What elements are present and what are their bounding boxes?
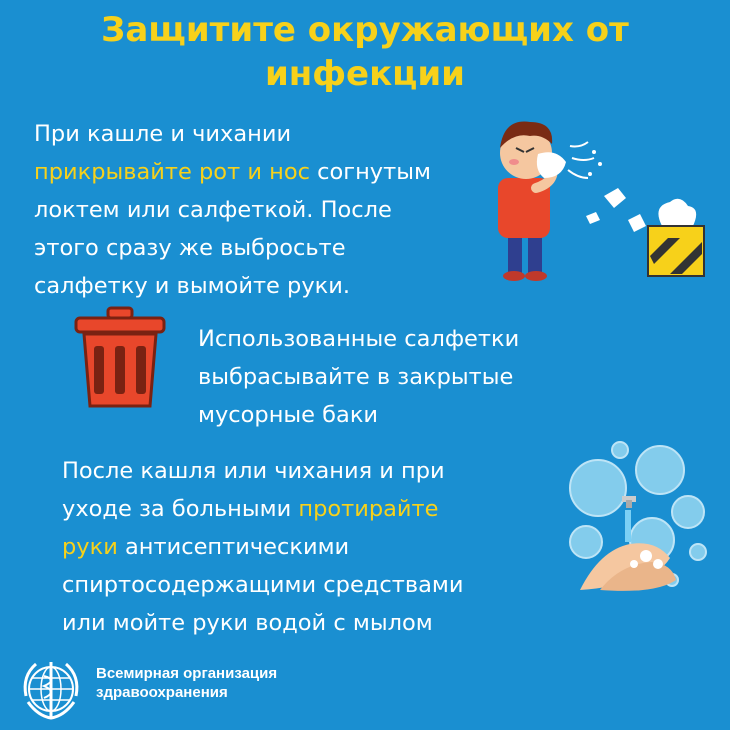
advice-2-line-3: мусорные баки	[198, 402, 379, 428]
advice-2-line-2: выбрасывайте в закрытые	[198, 364, 514, 390]
advice-3-highlight-2: руки	[62, 534, 118, 560]
advice-3-line-5: или мойте руки водой с мылом	[62, 610, 433, 636]
advice-1-line-2-rest: согнутым	[309, 159, 431, 185]
advice-3-line-3	[62, 528, 522, 566]
organization-name-line-2: здравоохранения	[96, 684, 228, 701]
advice-3-line-1: После кашля или чихания и при	[62, 458, 445, 484]
tissue-box-icon	[644, 196, 708, 282]
advice-1-line-4: этого сразу же выбросьте	[34, 235, 346, 261]
advice-3-line-2-start: уходе за больными	[62, 496, 299, 522]
advice-1-line-5: салфетку и вымойте руки.	[34, 273, 351, 299]
who-emblem-icon	[18, 656, 84, 722]
title-line-1: Защитите окружающих от	[101, 10, 629, 50]
title-line-2: инфекции	[264, 54, 466, 94]
tissue-disposal-advice	[198, 320, 558, 434]
advice-3-line-4: спиртосодержащими средствами	[62, 572, 464, 598]
cough-sneeze-advice	[34, 115, 479, 305]
advice-1-line-2	[34, 153, 479, 191]
advice-3-highlight-1: протирайте	[298, 496, 439, 522]
advice-2-line-1: Использованные салфетки	[198, 326, 520, 352]
advice-1-line-3: локтем или салфеткой. После	[34, 197, 392, 223]
advice-1-line-1: При кашле и чихании	[34, 121, 292, 147]
hand-hygiene-advice	[62, 452, 522, 642]
organization-name	[96, 664, 277, 702]
page-title	[0, 8, 730, 96]
advice-3-line-2	[62, 490, 522, 528]
handwashing-icon	[560, 440, 710, 600]
organization-name-line-1: Всемирная организация	[96, 665, 278, 682]
advice-3-line-3-rest: антисептическими	[117, 534, 350, 560]
advice-1-highlight: прикрывайте рот и нос	[34, 159, 310, 185]
trash-bin-icon	[72, 306, 168, 410]
